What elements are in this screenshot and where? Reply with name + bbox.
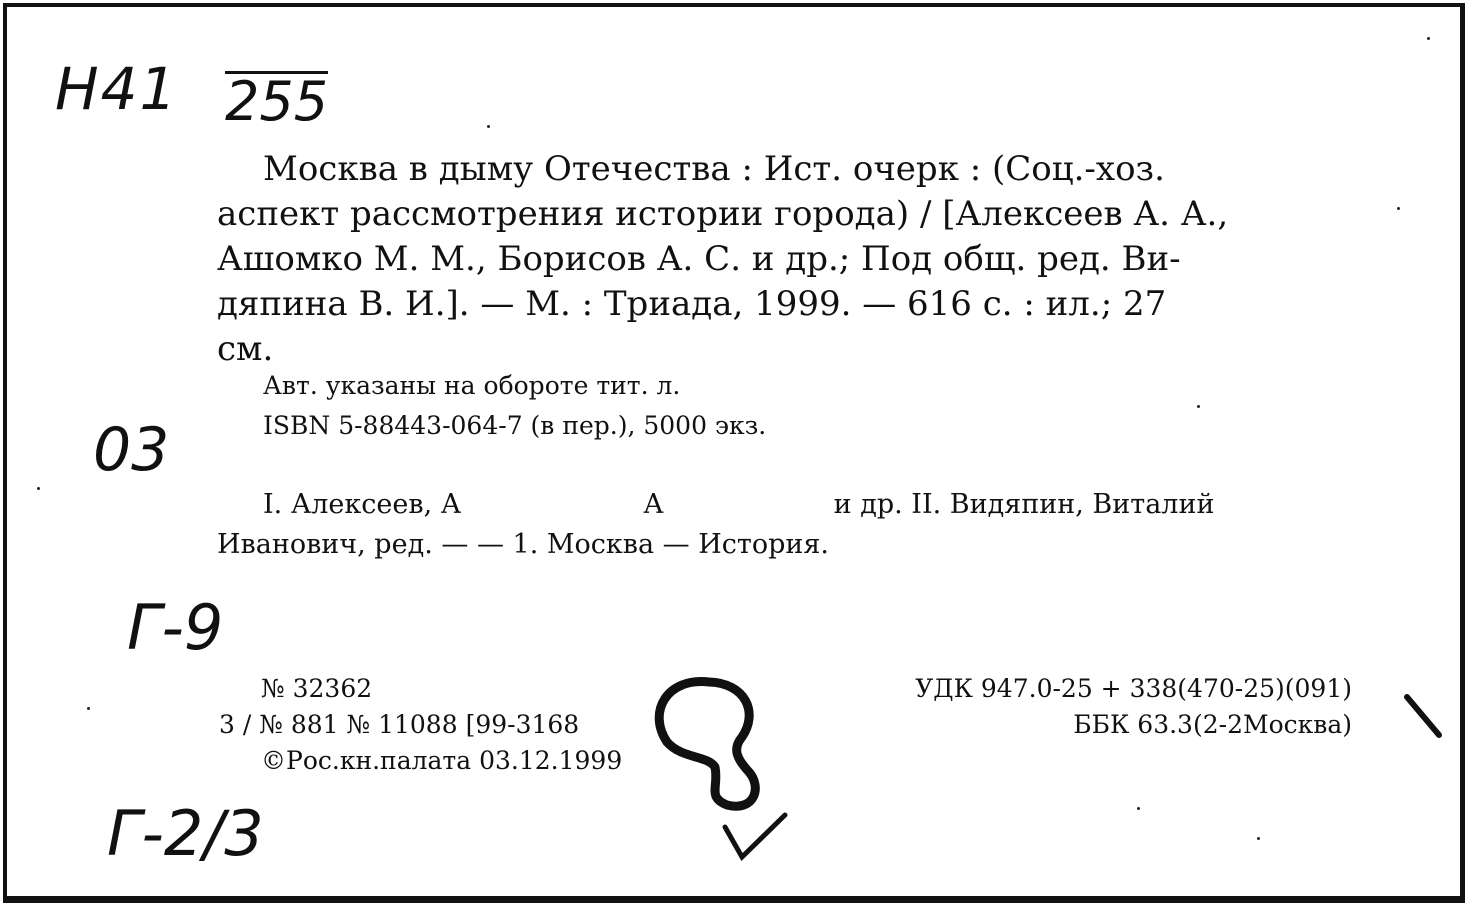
isbn-line: ISBN 5-88443-064-7 (в пер.), 5000 экз.	[263, 411, 767, 440]
bbk-code: ББК 63.3(2-2Москва)	[1073, 710, 1352, 739]
authors-note: Авт. указаны на обороте тит. л.	[263, 371, 681, 400]
tracing-entry-1: I. Алексеев, А	[263, 489, 462, 520]
handwritten-shelf-number: 255	[225, 70, 329, 133]
slash-mark	[1407, 697, 1439, 735]
record-number: № 32362	[261, 674, 373, 703]
description-line: аспект рассмотрения истории города) / [Алексеев А. А.,	[217, 194, 1229, 234]
registration-numbers: 3 / № 881 № 11088 [99-3168	[219, 710, 580, 739]
speck	[1257, 837, 1260, 840]
description-line: Москва в дыму Отечества : Ист. очерк : (Соц.-хоз.	[263, 149, 1165, 189]
speck	[87, 707, 90, 710]
speck	[1197, 405, 1200, 408]
speck	[37, 487, 40, 490]
check-mark	[725, 815, 785, 857]
tracing-line-2: Иванович, ред. — — 1. Москва — История.	[217, 529, 829, 560]
punch-hole-outline	[659, 682, 755, 807]
speck	[1137, 807, 1140, 810]
copyright-line: ©Рос.кн.палата 03.12.1999	[261, 746, 623, 775]
speck	[487, 125, 490, 128]
description-line: дяпина В. И.]. — М. : Триада, 1999. — 616 с. : ил.; 27	[217, 284, 1167, 324]
handwritten-shelf-mark: Н41	[55, 55, 179, 123]
catalog-card	[3, 3, 1465, 903]
description-line: Ашомко М. М., Борисов А. С. и др.; Под общ. ред. Ви-	[217, 239, 1181, 279]
handwritten-code-bottom: Г-2/3	[107, 797, 264, 870]
handwritten-code-mid: Г-9	[127, 591, 224, 664]
udk-code: УДК 947.0-25 + 338(470-25)(091)	[915, 674, 1352, 703]
tracing-entry-initial: А	[643, 489, 664, 520]
tracing-entry-2: и др. II. Видяпин, Виталий	[833, 489, 1215, 520]
description-line: см.	[217, 329, 274, 369]
speck	[1397, 207, 1400, 210]
hand-strokes-overlay	[7, 7, 1469, 907]
handwritten-code-top: 03	[93, 415, 170, 485]
speck	[1427, 37, 1430, 40]
